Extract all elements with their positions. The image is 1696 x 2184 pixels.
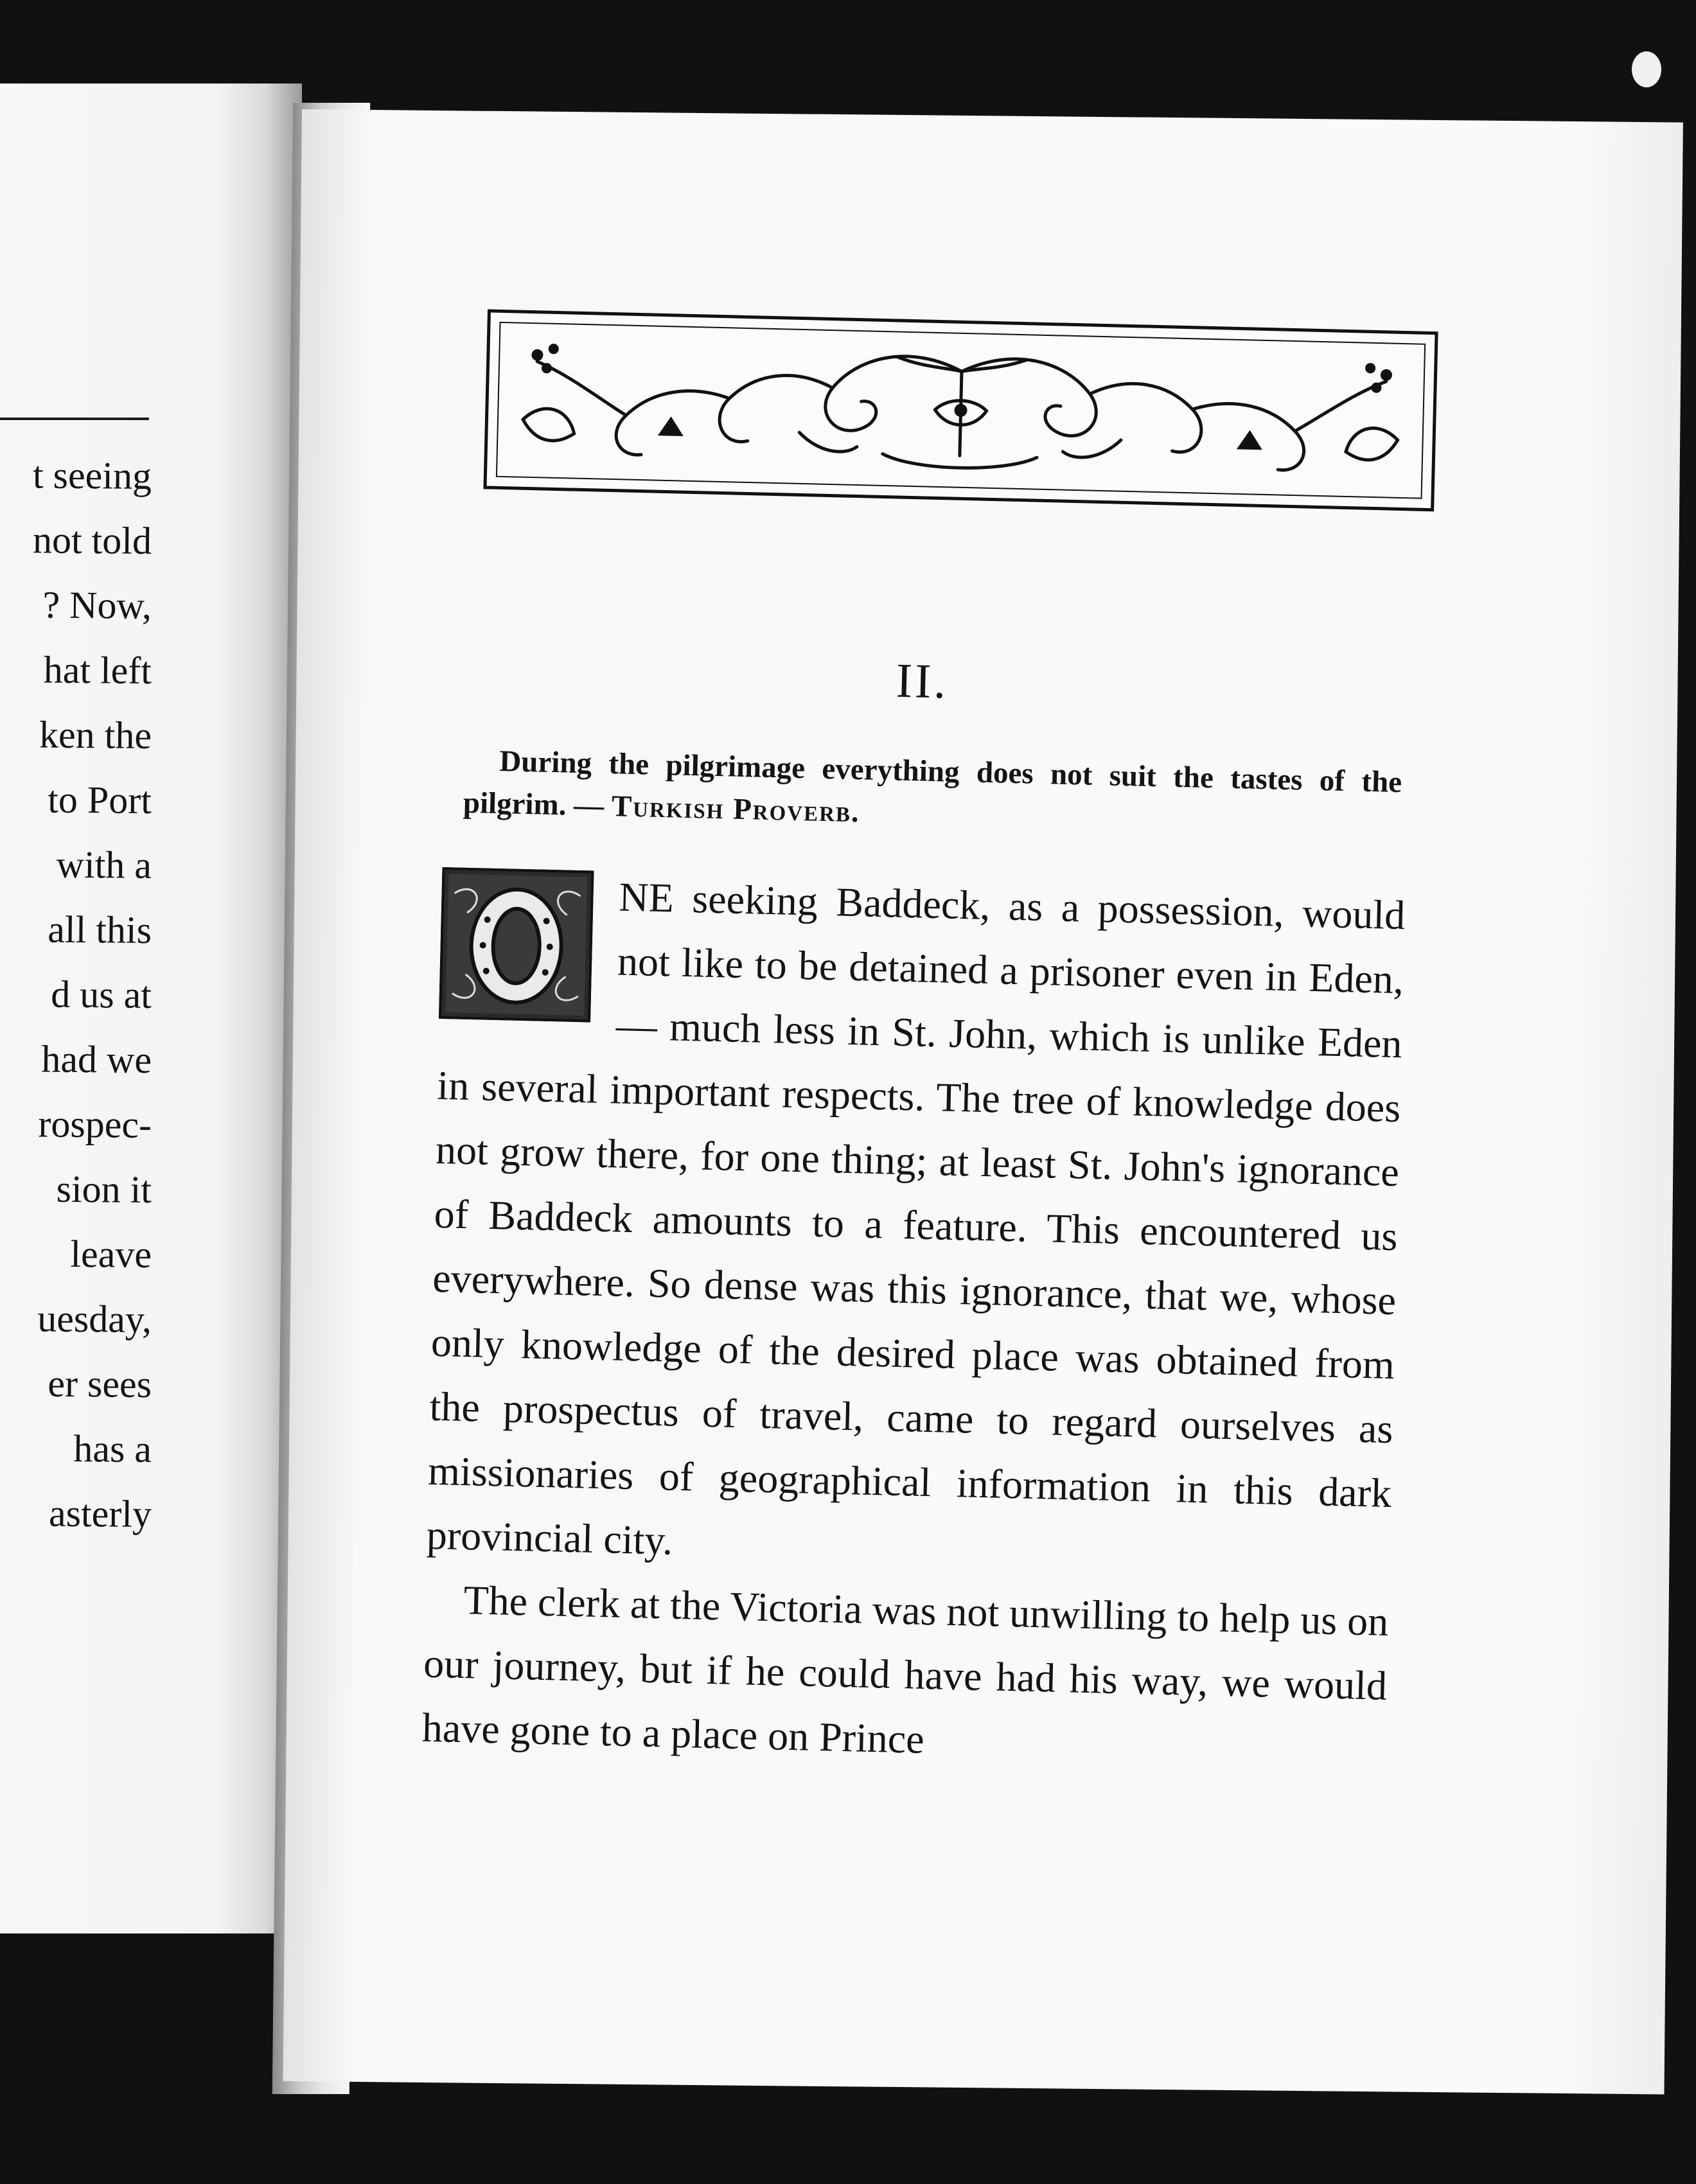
left-page-text-column [0, 443, 152, 1546]
drop-cap-letter: O [516, 952, 517, 953]
left-line: sion it [56, 1167, 152, 1211]
left-line: er sees [48, 1362, 152, 1406]
chapter-body [421, 861, 1406, 1783]
left-page-rule [0, 418, 149, 420]
left-line: to Port [48, 778, 152, 822]
left-line: leave [70, 1232, 152, 1276]
left-line: ? Now, [42, 583, 152, 628]
left-line: not told [32, 518, 152, 563]
left-line: ken the [39, 713, 152, 757]
floral-scroll-ornament-icon [496, 322, 1426, 499]
left-line: had we [41, 1037, 152, 1082]
decorated-initial-o-icon [445, 874, 587, 1016]
left-line: asterly [48, 1492, 152, 1536]
left-line: uesday, [37, 1297, 152, 1341]
decorative-headpiece [483, 309, 1438, 511]
scan-speck [1638, 1413, 1646, 1432]
left-line: hat left [43, 648, 152, 692]
chapter-number: II. [895, 653, 950, 709]
left-line: rospec- [38, 1102, 152, 1147]
epigraph-source: Turkish Proverb. [611, 789, 861, 829]
scan-speck [1632, 51, 1661, 87]
left-line: d us at [51, 973, 152, 1017]
left-page [0, 84, 302, 1933]
left-line: with a [56, 843, 152, 887]
left-line: all this [48, 908, 152, 952]
left-line: has a [73, 1427, 152, 1471]
paragraph: The clerk at the Victoria was not unwilling to help us on our journey, but if he could have had his way, we would have gone to a place on Prince [421, 1577, 1390, 1763]
left-line: t seeing [32, 454, 152, 498]
paragraph: NE seeking Baddeck, as a possession, would not like to be detained a prisoner even in Eden, — much less in St. John, which is unlike Eden in several important respects. The tree of knowledge does not grow there, for one thing; at least St. John's ignorance of Baddeck amounts to a feature. This encountered us everywhere. So dense was this ignorance, that we, whose only knowledge of the desired place was obtained from the prospectus of travel, came to regard ourselves as missionaries of geographical information in this dark provincial city. [426, 874, 1406, 1563]
ornamental-drop-cap [439, 867, 594, 1022]
epigraph-text: During the pilgrimage everything does not suit the tastes of the pilgrim. — [463, 744, 1402, 823]
